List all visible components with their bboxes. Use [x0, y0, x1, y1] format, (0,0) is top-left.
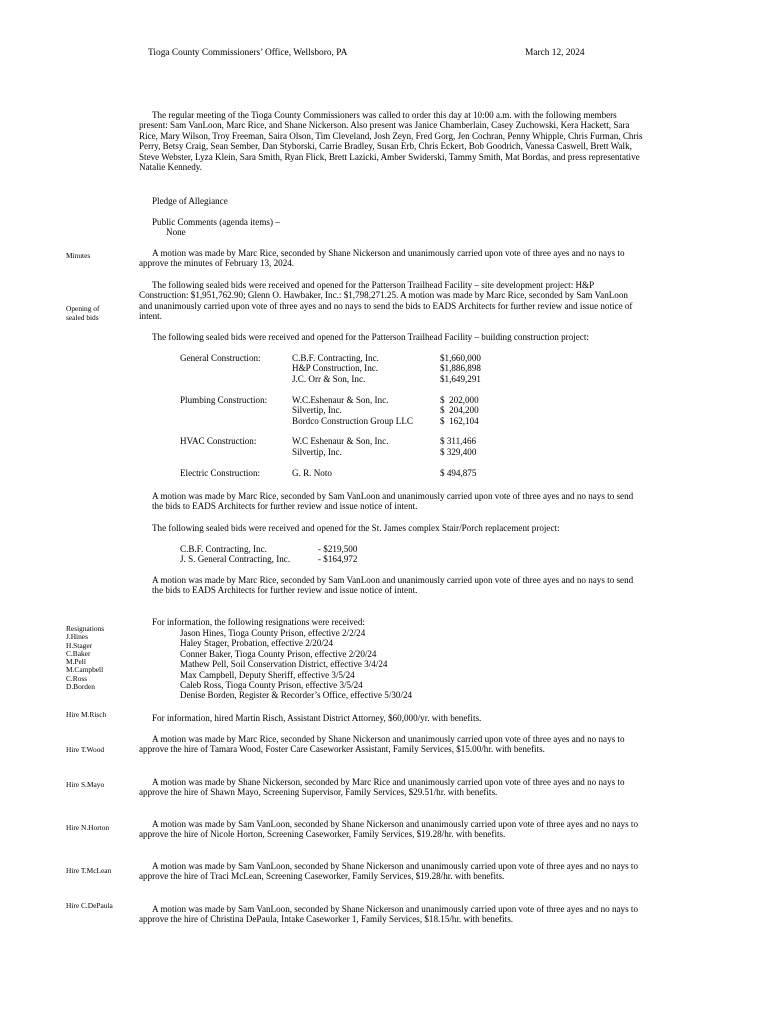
minutes-motion	[139, 248, 643, 269]
bid-row	[180, 436, 490, 446]
margin-label-opening	[66, 305, 99, 322]
bid-amount: $1,886,898	[440, 363, 481, 374]
office-header: Tioga County Commissioners’ Office, Wellsboro, PA	[148, 48, 348, 58]
hire-mclean-motion	[139, 861, 643, 882]
margin-label-hire-risch: Hire M.Risch	[66, 710, 107, 719]
margin-label-opening-line2: sealed bids	[66, 312, 99, 322]
bid-firm: J. S. General Contracting, Inc.	[180, 554, 291, 565]
bid-firm: C.B.F. Contracting, Inc.	[180, 544, 267, 554]
margin-resignations-title: Resignations	[66, 624, 105, 633]
margin-label-opening-line1: Opening of	[66, 304, 100, 313]
margin-label-minutes: Minutes	[66, 251, 91, 260]
bid-firm: Silvertip, Inc.	[292, 446, 342, 457]
intro-text: The regular meeting of the Tioga County Commissioners was called to order this day at 10:00 a.m. with the following members present: Sam VanLoon, Marc Rice, and Shane Nickerson. Also present was Janice Chamberlain, Casey Zuchowski, Kera Hackett, Sara Rice, Mary Wilson, Troy Freeman, Saira Olson, Tim Cleveland, Josh Zeyn, Fred Gorg, Jen Cochran, Penny Whipple, Chris Furman, Chris Perry, Betsy Craig, Sean Sember, Dan Styborski, Carrie Bradley, Susan Erb, Chris Eckert, Bob Goodrich, Vanessa Caswell, Brett Walk, Steve Webster, Lyza Klein, Sara Smith, Ryan Flick, Brett Lazicki, Amber Swiderski, Tammy Smith, Mat Bordas, and press representative Natalie Kennedy.	[139, 110, 643, 173]
stjames-intro: The following sealed bids were received and opened for the St. James complex Stair/Porch replacement project:	[152, 523, 560, 533]
margin-resignation-name: C.Baker	[66, 648, 91, 658]
hire-wood-motion	[139, 734, 643, 755]
bid-category: HVAC Construction:	[180, 436, 257, 447]
hire-wood-text: A motion was made by Marc Rice, seconded by Shane Nickerson and unanimously carried upon vote of three ayes and no nays to approve the hire of Tamara Wood, Foster Care Caseworker Assistant, Family Services, $15.00/hr. with benefits.	[139, 734, 625, 755]
bid-firm: Silvertip, Inc.	[292, 405, 342, 416]
bid-amount: $1,649,291	[440, 373, 481, 384]
minutes-motion-text: A motion was made by Marc Rice, seconded by Shane Nickerson and unanimously carried upon vote of three ayes and no nays to approve the minutes of February 13, 2024.	[139, 248, 625, 269]
list-item: Haley Stager, Probation, effective 2/20/24	[180, 638, 334, 649]
bid-category: General Construction:	[180, 353, 261, 363]
bid-firm: C.B.F. Contracting, Inc.	[292, 353, 379, 363]
list-item: Caleb Ross, Tioga County Prison, effective 3/5/24	[180, 679, 363, 690]
bid-row	[180, 374, 490, 384]
site-development-paragraph	[139, 280, 643, 322]
bid-amount: - $164,972	[318, 554, 358, 565]
stjames-bids-table	[180, 544, 357, 565]
resignations-list	[180, 628, 412, 701]
bid-category: Electric Construction:	[180, 467, 261, 478]
public-comments-heading: Public Comments (agenda items) –	[152, 217, 280, 227]
building-bids-motion: A motion was made by Marc Rice, seconded by Sam VanLoon and unanimously carried upon vote of three ayes and no nays to send the bids to EADS Architects for further review and issue notice of intent.	[152, 491, 634, 512]
hire-depaula-text: A motion was made by Sam VanLoon, seconded by Shane Nickerson and unanimously carried upon vote of three ayes and no nays to approve the hire of Christina DePaula, Intake Caseworker 1, Family Services, $18.15/hr. with benefits.	[139, 904, 638, 925]
bid-firm: J.C. Orr & Son, Inc.	[292, 373, 366, 384]
bid-row	[180, 416, 490, 426]
bid-amount: $ 202,000	[440, 394, 479, 405]
bid-firm: Bordco Construction Group LLC	[292, 415, 413, 426]
bid-row	[180, 468, 490, 478]
margin-resignation-name: H.Stager	[66, 640, 93, 650]
margin-label-hire-depaula: Hire C.DePaula	[66, 901, 113, 910]
public-comments-value: None	[166, 227, 186, 237]
bid-row	[180, 544, 357, 554]
bid-row	[180, 353, 490, 363]
hire-mayo-text: A motion was made by Shane Nickerson, seconded by Marc Rice and unanimously carried upon vote of three ayes and no nays to approve the hire of Shawn Mayo, Screening Supervisor, Family Services, $29.51/hr. with benefits.	[139, 777, 625, 798]
intro-paragraph	[139, 110, 643, 172]
list-item: Jason Hines, Tioga County Prison, effective 2/2/24	[180, 628, 366, 638]
building-bids-intro	[139, 332, 643, 342]
margin-resignation-name: M.Pell	[66, 657, 86, 667]
margin-resignation-name: C.Ross	[66, 673, 88, 683]
bid-category: Plumbing Construction:	[180, 394, 268, 405]
bid-amount: $ 494,875	[440, 467, 477, 478]
resignations-intro: For information, the following resignations were received:	[152, 617, 365, 627]
bid-row	[180, 395, 490, 405]
bid-row	[180, 447, 490, 457]
list-item: Mathew Pell, Soil Conservation District, effective 3/4/24	[180, 659, 388, 670]
building-bids-table	[180, 353, 490, 478]
bid-amount: $ 329,400	[440, 446, 477, 457]
bid-row	[180, 363, 490, 373]
bid-amount: $ 162,104	[440, 415, 479, 426]
hire-horton-motion	[139, 819, 643, 840]
bid-firm: W.C.Eshenaur & Son, Inc.	[292, 394, 389, 405]
bid-row	[180, 405, 490, 415]
hire-horton-text: A motion was made by Sam VanLoon, seconded by Shane Nickerson and unanimously carried upon vote of three ayes and no nays to approve the hire of Nicole Horton, Screening Caseworker, Family Services, $19.28/hr. with benefits.	[139, 819, 638, 840]
bid-row	[180, 554, 357, 564]
bid-amount: - $219,500	[318, 544, 358, 554]
building-bids-intro-text: The following sealed bids were received and opened for the Patterson Trailhead Facility – building construction project:	[152, 332, 589, 342]
hire-depaula-motion	[139, 904, 643, 925]
margin-label-resignations	[66, 625, 104, 691]
margin-label-hire-horton: Hire N.Horton	[66, 823, 110, 832]
meeting-date: March 12, 2024	[525, 48, 585, 58]
site-development-text: The following sealed bids were received and opened for the Patterson Trailhead Facility – site development project: H&P Construction: $1,951,762.90; Glenn O. Hawbaker, Inc.: $1,798,271.25. A motion was made by Marc Rice, seconded by Sam VanLoon and unanimously carried upon vote of three ayes and no nays to send the bids to EADS Architects for further review and issue notice of intent.	[139, 280, 633, 322]
bid-firm: W.C Eshenaur & Son, Inc.	[292, 436, 389, 447]
list-item: Conner Baker, Tioga County Prison, effective 2/20/24	[180, 648, 377, 659]
hire-mclean-text: A motion was made by Sam VanLoon, seconded by Shane Nickerson and unanimously carried upon vote of three ayes and no nays to approve the hire of Traci McLean, Screening Caseworker, Family Services, $19.28/hr. with benefits.	[139, 861, 638, 882]
bid-firm: G. R. Noto	[292, 467, 332, 478]
margin-label-hire-wood: Hire T.Wood	[66, 745, 105, 754]
stjames-motion: A motion was made by Marc Rice, seconded by Sam VanLoon and unanimously carried upon vote of three ayes and no nays to send the bids to EADS Architects for further review and issue notice of intent.	[152, 575, 634, 596]
margin-label-hire-mclean: Hire T.McLean	[66, 866, 112, 875]
margin-resignation-name: D.Borden	[66, 682, 95, 692]
bid-amount: $ 204,200	[440, 405, 479, 416]
margin-label-hire-mayo: Hire S.Mayo	[66, 780, 105, 789]
bid-amount: $ 311,466	[440, 436, 477, 447]
bid-firm: H&P Construction, Inc.	[292, 363, 379, 374]
pledge: Pledge of Allegiance	[152, 196, 228, 206]
hire-risch-text: For information, hired Martin Risch, Assistant District Attorney, $60,000/yr. with benefits.	[152, 713, 482, 723]
hire-mayo-motion	[139, 777, 643, 798]
list-item: Denise Borden, Register & Recorder’s Office, effective 5/30/24	[180, 690, 413, 701]
margin-resignation-name: M.Campbell	[66, 665, 104, 675]
list-item: Max Campbell, Deputy Sheriff, effective 3/5/24	[180, 669, 355, 680]
margin-resignation-name: J.Hines	[66, 632, 88, 642]
bid-amount: $1,660,000	[440, 353, 481, 363]
